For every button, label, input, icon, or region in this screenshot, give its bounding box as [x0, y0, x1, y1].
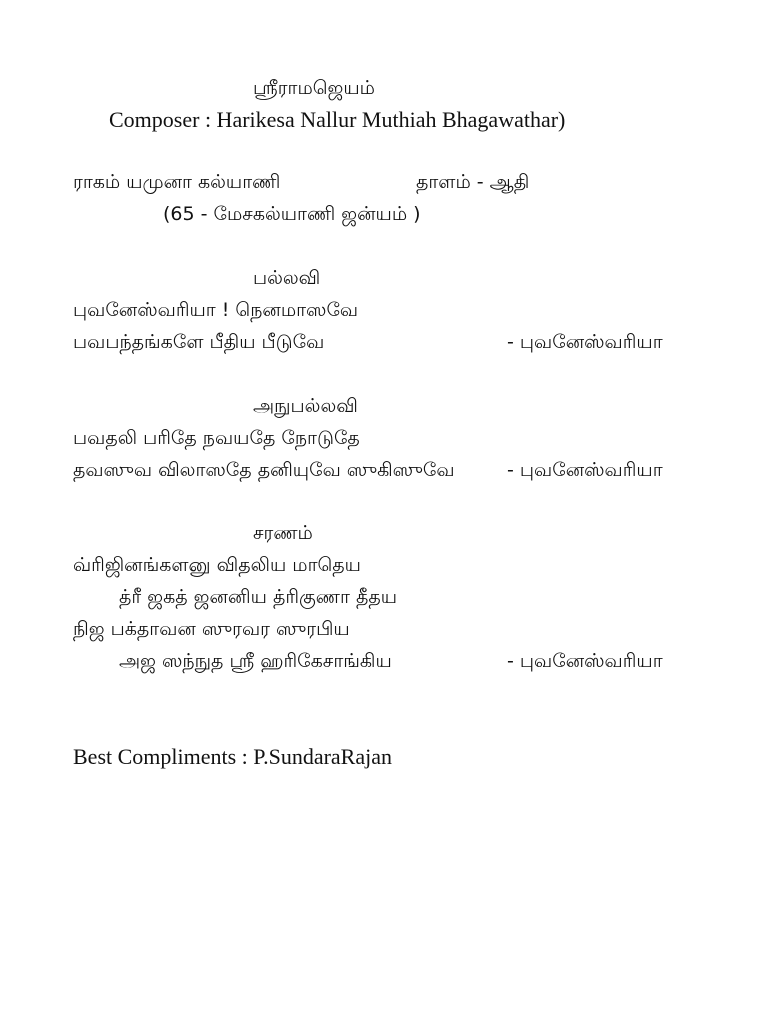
charanam-heading: சரணம்: [253, 522, 313, 544]
anupallavi-heading: அநுபல்லவி: [253, 395, 358, 417]
pallavi-line: பவபந்தங்களே பீதிய பீடுவே: [73, 331, 325, 353]
anupallavi-line: பவதலி பரிதே நவயதே நோடுதே: [73, 427, 360, 449]
pallavi-refrain: - புவனேஸ்வரியா: [507, 331, 663, 353]
charanam-line: வ்ரிஜினங்களனு விதலிய மாதெய: [73, 554, 361, 576]
melakarta-note: (65 - மேசகல்யாணி ஜன்யம் ): [163, 203, 421, 225]
charanam-line: த்ரீ ஜகத் ஜனனிய த்ரிகுணா தீதய: [119, 586, 397, 608]
pallavi-line: புவனேஸ்வரியா ! நெனமாஸவே: [73, 299, 359, 321]
anupallavi-refrain: - புவனேஸ்வரியா: [507, 459, 663, 481]
tala-name: தாளம் - ஆதி: [416, 171, 530, 193]
compliments-line: Best Compliments : P.SundaraRajan: [73, 744, 392, 769]
charanam-refrain: - புவனேஸ்வரியா: [507, 650, 663, 672]
charanam-line: அஜ ஸந்நுத ஸ்ரீ ஹரிகேசாங்கிய: [119, 650, 392, 672]
anupallavi-line: தவஸுவ விலாஸதே தனியுவே ஸுகிஸுவே: [73, 459, 455, 481]
pallavi-heading: பல்லவி: [253, 267, 321, 289]
charanam-line: நிஜ பக்தாவன ஸுரவர ஸுரபிய: [73, 618, 350, 640]
composer-line: Composer : Harikesa Nallur Muthiah Bhagawathar): [109, 107, 566, 132]
raga-name: ராகம் யமுனா கல்யாணி: [73, 171, 281, 193]
invocation-title: ஸ்ரீராமஜெயம்: [253, 77, 375, 99]
